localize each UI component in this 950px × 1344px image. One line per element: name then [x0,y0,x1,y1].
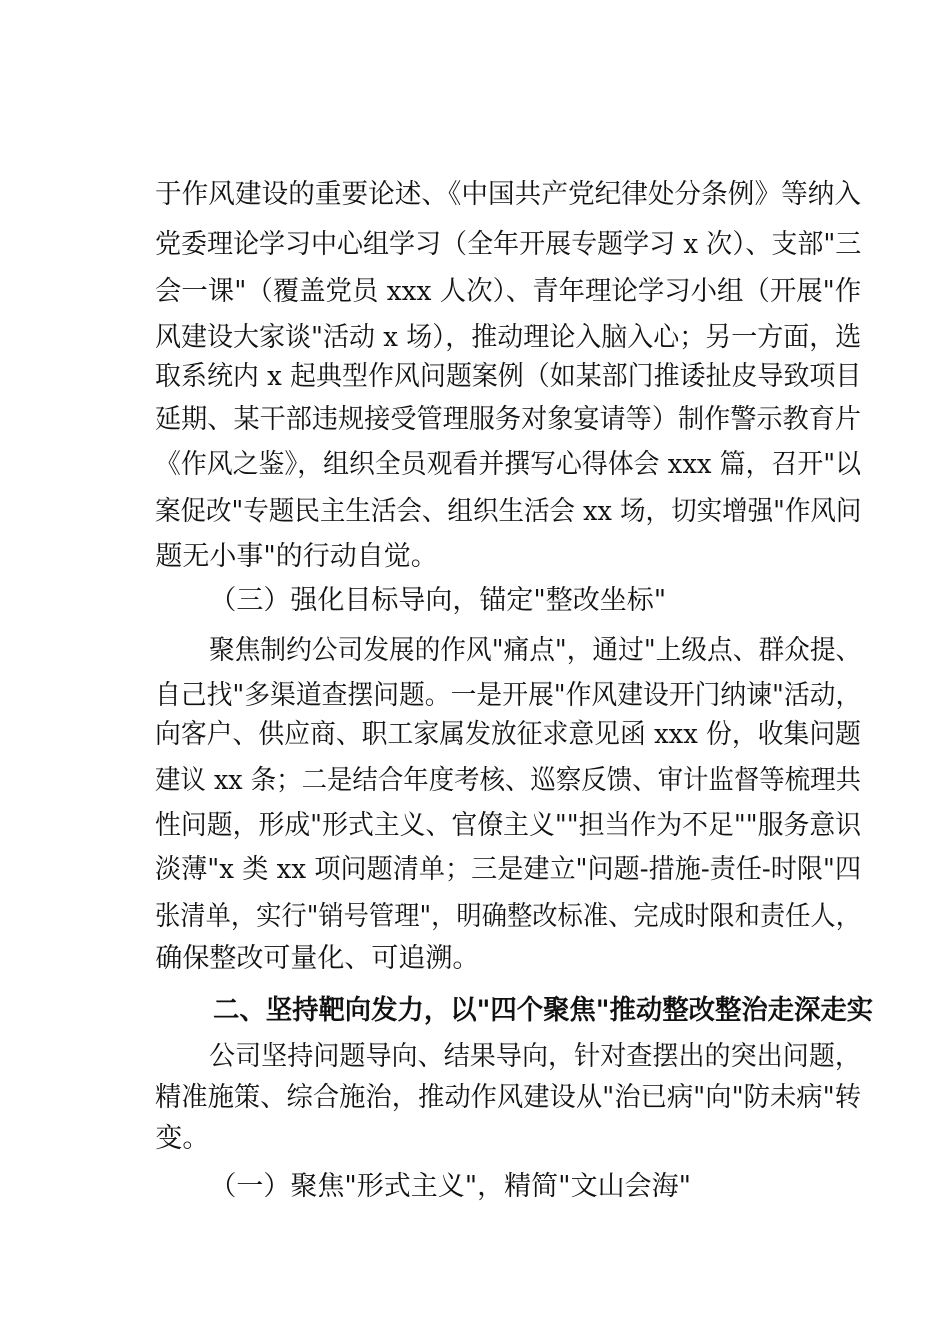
section-subheading: （三）强化目标导向，锚定"整改坐标" [209,585,667,616]
paragraph-line: 延期、某干部违规接受管理服务对象宴请等）制作警示教育片 [155,404,862,435]
paragraph-line: 精准施策、综合施治，推动作风建设从"治已病"向"防未病"转 [155,1082,862,1113]
paragraph-line: 聚焦制约公司发展的作风"痛点"，通过"上级点、群众提、 [209,635,862,666]
paragraph-line: 风建设大家谈"活动 x 场），推动理论入脑入心；另一方面，选 [155,322,862,353]
paragraph-line-last: 确保整改可量化、可追溯。 [155,943,480,974]
paragraph-line: 取系统内 x 起典型作风问题案例（如某部门推诿扯皮导致项目 [155,361,862,392]
paragraph-line: 案促改"专题民主生活会、组织生活会 xx 场，切实增强"作风问 [155,496,862,527]
paragraph-line: 于作风建设的重要论述、《中国共产党纪律处分条例》等纳入 [155,179,862,210]
paragraph-line: 《作风之鉴》，组织全员观看并撰写心得体会 xxx 篇，召开"以 [155,449,862,480]
section-subheading: （一）聚焦"形式主义"，精简"文山会海" [209,1171,692,1202]
paragraph-line: 建议 xx 条；二是结合年度考核、巡察反馈、审计监督等梳理共 [155,765,862,796]
paragraph-line-last: 题无小事"的行动自觉。 [155,541,438,572]
paragraph-line: 会一课"（覆盖党员 xxx 人次）、青年理论学习小组（开展"作 [155,276,862,307]
paragraph-line: 公司坚持问题导向、结果导向，针对查摆出的突出问题， [209,1041,862,1072]
paragraph-line: 党委理论学习中心组学习（全年开展专题学习 x 次）、支部"三 [155,229,862,260]
section-heading: 二、坚持靶向发力，以"四个聚焦"推动整改整治走深走实 [212,995,873,1026]
paragraph-line: 向客户、供应商、职工家属发放征求意见函 xxx 份，收集问题 [155,719,862,750]
paragraph-line: 自己找"多渠道查摆问题。一是开展"作风建设开门纳谏"活动， [155,680,862,711]
paragraph-line: 淡薄"x 类 xx 项问题清单；三是建立"问题-措施-责任-时限"四 [155,854,862,885]
paragraph-line: 张清单，实行"销号管理"，明确整改标准、完成时限和责任人， [155,901,862,932]
paragraph-line: 性问题，形成"形式主义、官僚主义""担当作为不足""服务意识 [155,810,862,841]
paragraph-line-last: 变。 [155,1123,210,1154]
